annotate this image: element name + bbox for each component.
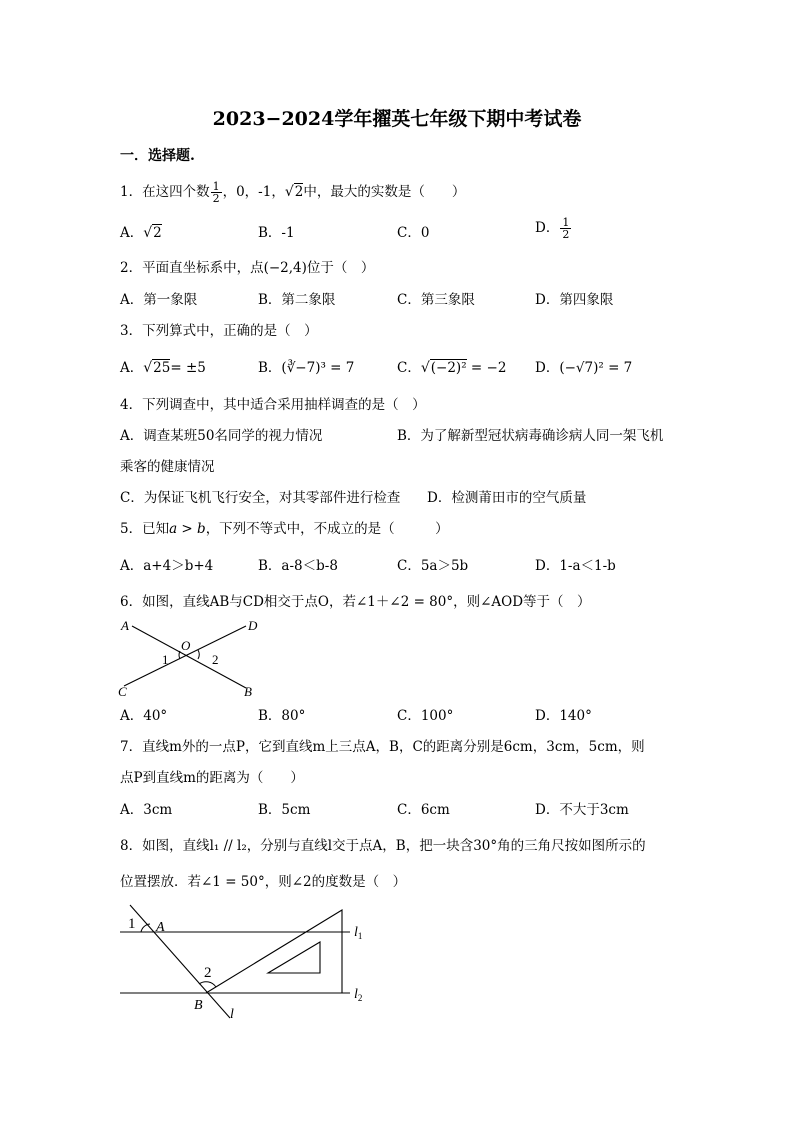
q7-option-d[interactable]: D．不大于3cm bbox=[535, 802, 629, 818]
q6-option-b[interactable]: B．80° bbox=[258, 708, 306, 724]
q2-option-c[interactable]: C．第三象限 bbox=[397, 292, 475, 308]
q5-pre: 5．已知 bbox=[120, 521, 170, 537]
q1-d-fraction bbox=[560, 217, 571, 240]
q6-option-d[interactable]: D．140° bbox=[535, 708, 592, 724]
q8-label-l: l bbox=[230, 1007, 234, 1022]
q3-b-label: B． bbox=[258, 360, 282, 376]
q1-pre: 1．在这四个数 bbox=[120, 184, 210, 200]
q1-frac-num: 1 bbox=[212, 180, 220, 193]
q1-mid: ，0，-1， bbox=[222, 184, 285, 200]
q6-label-o: O bbox=[181, 638, 191, 653]
q1-option-c[interactable]: C．0 bbox=[397, 225, 430, 241]
question-5-stem bbox=[120, 520, 449, 538]
q3-option-d[interactable] bbox=[535, 359, 632, 377]
q1-d-frac-den: 2 bbox=[562, 228, 570, 241]
question-6-stem: 6．如图，直线AB与CD相交于点O，若∠1＋∠2 = 80°，则∠AOD等于（ ） bbox=[120, 594, 591, 610]
q6-line-cd bbox=[124, 626, 246, 686]
q3-a-radical-icon: √ bbox=[143, 360, 153, 376]
q8-line-l bbox=[130, 905, 230, 1018]
q4-option-d[interactable]: D．检测莆田市的空气质量 bbox=[427, 490, 587, 506]
q8-triangle-ruler-inner bbox=[268, 942, 320, 973]
q6-angle1-arc bbox=[179, 651, 180, 659]
q3-c-sqrt: (−2)² bbox=[430, 360, 467, 376]
q8-triangle-ruler-outer bbox=[206, 910, 342, 993]
q1-option-d[interactable] bbox=[535, 217, 572, 240]
question-2-stem bbox=[120, 259, 374, 277]
q8-label-l1: $l_1$ bbox=[354, 925, 363, 941]
question-4-stem: 4．下列调查中，其中适合采用抽样调查的是（ ） bbox=[120, 397, 426, 413]
question-7-line-1: 7．直线m外的一点P，它到直线m上三点A，B，C的距离分别是6cm，3cm，5cm，则 bbox=[120, 739, 645, 755]
q3-b-expr: (∛−7)³ = 7 bbox=[281, 360, 355, 376]
q3-d-expr: (−√7)² = 7 bbox=[559, 360, 633, 376]
q1-radical-icon: √ bbox=[284, 184, 294, 200]
q8-label-1: 1 bbox=[128, 916, 136, 932]
q4-option-a[interactable]: A．调查某班50名同学的视力情况 bbox=[120, 428, 323, 444]
q6-label-c: C bbox=[118, 684, 127, 699]
q1-a-sqrt: 2 bbox=[153, 225, 162, 241]
q2-option-a[interactable]: A．第一象限 bbox=[120, 292, 198, 308]
q1-sqrt: 2 bbox=[294, 184, 304, 200]
q3-a-label: A． bbox=[120, 360, 144, 376]
q2-post: 位于（ ） bbox=[306, 260, 375, 276]
q8-label-b: B bbox=[194, 998, 203, 1013]
q4-option-c[interactable]: C．为保证飞机飞行安全，对其零部件进行检查 bbox=[120, 490, 401, 506]
q6-angle2-arc bbox=[198, 650, 199, 659]
q2-option-d[interactable]: D．第四象限 bbox=[535, 292, 614, 308]
question-8-line-2: 位置摆放．若∠1 = 50°，则∠2的度数是（ ） bbox=[120, 874, 407, 890]
q7-option-a[interactable]: A．3cm bbox=[120, 802, 173, 818]
q3-d-label: D． bbox=[535, 360, 560, 376]
q7-option-b[interactable]: B．5cm bbox=[258, 802, 311, 818]
q8-angle1-arc bbox=[141, 924, 150, 932]
q8-label-l2: $l_2$ bbox=[354, 987, 363, 1003]
q5-option-b[interactable]: B．a-8＜b-8 bbox=[258, 558, 338, 574]
q5-post: ，下列不等式中，不成立的是（ ） bbox=[205, 521, 449, 537]
q1-post: 中，最大的实数是（ ） bbox=[303, 184, 466, 200]
q5-condition: a > b bbox=[169, 521, 206, 537]
q3-option-b[interactable] bbox=[258, 359, 354, 377]
q6-label-b: B bbox=[244, 684, 252, 699]
q5-option-d[interactable]: D．1-a＜1-b bbox=[535, 558, 616, 574]
q7-option-c[interactable]: C．6cm bbox=[397, 802, 450, 818]
q6-option-a[interactable]: A．40° bbox=[120, 708, 168, 724]
q1-d-label: D． bbox=[535, 220, 560, 236]
question-3-stem: 3．下列算式中，正确的是（ ） bbox=[120, 323, 318, 339]
question-8-line-1: 8．如图，直线l₁ // l₂，分别与直线l交于点A，B，把一块含30°角的三角尺按如图所示的 bbox=[120, 838, 646, 854]
q1-option-b[interactable]: B．-1 bbox=[258, 225, 295, 241]
q2-pre: 2．平面直坐标系中，点 bbox=[120, 260, 264, 276]
q5-option-a[interactable]: A．a+4＞b+4 bbox=[120, 558, 214, 574]
q6-label-1: 1 bbox=[162, 652, 169, 667]
q1-a-radical-icon: √ bbox=[143, 225, 153, 241]
q3-option-c[interactable] bbox=[397, 359, 506, 377]
q6-figure bbox=[112, 612, 272, 700]
q3-c-label: C． bbox=[397, 360, 421, 376]
q6-option-c[interactable]: C．100° bbox=[397, 708, 454, 724]
q1-fraction bbox=[211, 181, 222, 204]
q6-label-d: D bbox=[248, 618, 258, 633]
q1-option-a[interactable] bbox=[120, 224, 162, 242]
q6-label-a: A bbox=[121, 618, 129, 633]
q8-label-2: 2 bbox=[204, 965, 212, 981]
q1-a-label: A． bbox=[120, 225, 144, 241]
q4-option-b-continued: 乘客的健康情况 bbox=[120, 459, 215, 475]
q2-point: (−2,4) bbox=[263, 260, 307, 276]
q6-label-2: 2 bbox=[212, 652, 219, 667]
q3-c-rest: = −2 bbox=[466, 360, 507, 376]
page-title: 2023−2024学年擢英七年级下期中考试卷 bbox=[212, 108, 582, 130]
q1-frac-den: 2 bbox=[212, 192, 220, 205]
question-7-line-2: 点P到直线m的距离为（ ） bbox=[120, 770, 304, 786]
q4-option-b[interactable]: B．为了解新型冠状病毒确诊病人同一架飞机 bbox=[397, 428, 664, 444]
q6-line-ab bbox=[132, 626, 246, 688]
q1-d-frac-num: 1 bbox=[562, 216, 570, 229]
section-heading: 一．选择题. bbox=[120, 148, 195, 164]
q5-option-c[interactable]: C．5a＞5b bbox=[397, 558, 469, 574]
q2-option-b[interactable]: B．第二象限 bbox=[258, 292, 336, 308]
q3-a-rest: = ±5 bbox=[170, 360, 206, 376]
q8-figure bbox=[110, 900, 380, 1025]
q3-a-sqrt: 25 bbox=[153, 360, 171, 376]
q3-option-a[interactable] bbox=[120, 359, 206, 377]
question-1-stem bbox=[120, 181, 465, 204]
q3-c-radical-icon: √ bbox=[420, 360, 430, 376]
q8-label-a: A bbox=[156, 920, 165, 935]
